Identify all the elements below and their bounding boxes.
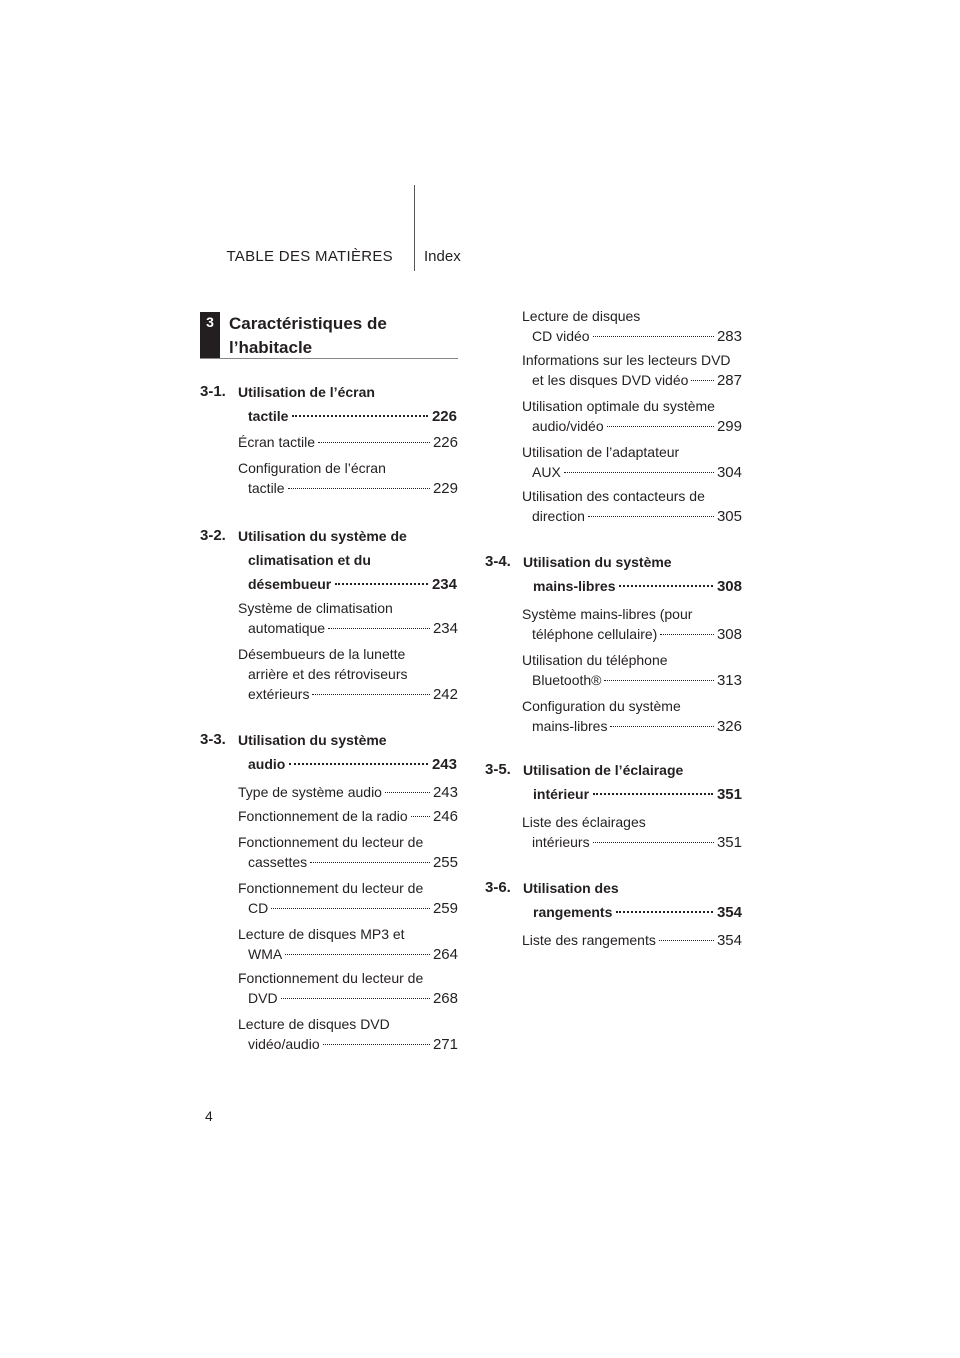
dot-leader	[593, 842, 714, 843]
dot-leader	[285, 954, 430, 955]
toc-entry-page: 242	[432, 686, 458, 703]
chapter-number: 3-2.	[200, 527, 226, 544]
chapter-number: 3-4.	[485, 553, 511, 570]
toc-entry-page: 246	[432, 808, 458, 825]
toc-entry-text: DVD	[248, 990, 278, 1006]
toc-entry-text: Bluetooth®	[532, 672, 602, 688]
toc-entry-page: 234	[432, 620, 458, 637]
toc-entry[interactable]	[522, 306, 742, 347]
dot-leader	[292, 415, 428, 417]
toc-entry-text: tactile	[248, 480, 285, 496]
toc-link[interactable]: TABLE DES MATIÈRES	[226, 248, 393, 265]
page-number: 4	[205, 1108, 213, 1124]
chapter-page: 354	[716, 904, 742, 921]
chapter-title: intérieur	[533, 786, 590, 802]
chapter-heading[interactable]	[200, 728, 458, 776]
toc-entry-text: intérieurs	[532, 834, 590, 850]
toc-entry-text: automatique	[248, 620, 326, 636]
toc-entry[interactable]	[238, 458, 458, 499]
dot-leader	[310, 862, 430, 863]
toc-entry[interactable]	[238, 878, 458, 919]
toc-entry-page: 243	[432, 784, 458, 801]
toc-entry-page: 305	[716, 508, 742, 525]
toc-entry-page: 229	[432, 480, 458, 497]
toc-entry[interactable]	[238, 924, 458, 965]
chapter-number: 3-5.	[485, 761, 511, 778]
dot-leader	[593, 793, 713, 795]
chapter-title: Utilisation du système	[523, 554, 672, 570]
toc-entry-text: Type de système audio	[238, 784, 382, 800]
toc-entry-text: Fonctionnement du lecteur de	[238, 970, 424, 986]
toc-entry-page: 283	[716, 328, 742, 345]
dot-leader	[271, 908, 430, 909]
section-number: 3	[200, 312, 220, 358]
toc-entry-text: Lecture de disques DVD	[238, 1016, 390, 1032]
chapter-heading[interactable]	[485, 550, 743, 598]
toc-entry-text: audio/vidéo	[532, 418, 604, 434]
chapter-title: Utilisation du système de	[238, 528, 407, 544]
dot-leader	[323, 1044, 430, 1045]
toc-entry-text: WMA	[248, 946, 283, 962]
dot-leader	[318, 442, 430, 443]
chapter-page: 351	[716, 786, 742, 803]
toc-entry-page: 351	[716, 834, 742, 851]
toc-entry-text: Lecture de disques	[522, 308, 641, 324]
toc-entry-text: téléphone cellulaire)	[532, 626, 658, 642]
toc-entry[interactable]	[522, 604, 742, 645]
section-title: Caractéristiques de l’habitacle	[229, 314, 387, 357]
toc-entry-page: 354	[716, 932, 742, 949]
toc-entry-text: Fonctionnement de la radio	[238, 808, 408, 824]
chapter-title: rangements	[533, 904, 613, 920]
toc-entry-page: 268	[432, 990, 458, 1007]
toc-entry[interactable]	[522, 930, 742, 951]
dot-leader	[328, 628, 430, 629]
dot-leader	[385, 792, 430, 793]
dot-leader	[604, 680, 713, 681]
dot-leader	[281, 998, 430, 999]
dot-leader	[289, 763, 428, 765]
toc-entry-text: Utilisation optimale du système	[522, 398, 715, 414]
toc-entry[interactable]	[522, 486, 742, 527]
chapter-page: 234	[431, 576, 457, 593]
dot-leader	[288, 488, 430, 489]
toc-entry[interactable]	[238, 1014, 458, 1055]
toc-entry-page: 271	[432, 1036, 458, 1053]
toc-entry-text: mains-libres	[532, 718, 608, 734]
chapter-page: 308	[716, 578, 742, 595]
chapter-title: Utilisation de l’écran	[238, 384, 375, 400]
toc-entry[interactable]	[522, 442, 742, 483]
toc-entry[interactable]	[238, 832, 458, 873]
toc-entry-text: Lecture de disques MP3 et	[238, 926, 405, 942]
toc-entry-page: 304	[716, 464, 742, 481]
chapter-heading[interactable]	[485, 758, 743, 806]
toc-entry-page: 255	[432, 854, 458, 871]
chapter-heading[interactable]	[485, 876, 743, 924]
toc-entry[interactable]	[238, 644, 458, 705]
chapter-title: climatisation et du	[248, 552, 371, 568]
toc-entry-text: et les disques DVD vidéo	[532, 372, 689, 388]
toc-entry-text: Utilisation du téléphone	[522, 652, 668, 668]
chapter-title: tactile	[248, 408, 289, 424]
toc-entry-page: 299	[716, 418, 742, 435]
toc-entry-page: 313	[716, 672, 742, 689]
toc-entry-text: Liste des éclairages	[522, 814, 646, 830]
chapter-title: Utilisation de l’éclairage	[523, 762, 684, 778]
toc-entry-text: Configuration du système	[522, 698, 681, 714]
chapter-number: 3-3.	[200, 731, 226, 748]
chapter-title: audio	[248, 756, 286, 772]
toc-entry-page: 287	[716, 372, 742, 389]
chapter-heading[interactable]	[200, 524, 458, 596]
toc-entry-text: arrière et des rétroviseurs	[248, 666, 408, 682]
toc-entry-page: 264	[432, 946, 458, 963]
toc-entry-text: Système mains-libres (pour	[522, 606, 693, 622]
toc-entry-text: Liste des rangements	[522, 932, 656, 948]
page-header	[0, 245, 960, 275]
dot-leader	[660, 634, 714, 635]
toc-entry-page: 326	[716, 718, 742, 735]
toc-entry-page: 226	[432, 434, 458, 451]
dot-leader	[411, 816, 430, 817]
dot-leader	[564, 472, 714, 473]
dot-leader	[616, 911, 713, 913]
toc-entry-text: AUX	[532, 464, 561, 480]
dot-leader	[335, 583, 428, 585]
header-divider	[414, 185, 415, 271]
toc-entry-text: Configuration de l’écran	[238, 460, 386, 476]
toc-entry-text: Désembueurs de la lunette	[238, 646, 406, 662]
chapter-heading[interactable]	[200, 380, 458, 428]
toc-entry-text: CD vidéo	[532, 328, 590, 344]
toc-entry[interactable]	[522, 396, 742, 437]
toc-entry-text: Informations sur les lecteurs DVD	[522, 352, 731, 368]
dot-leader	[659, 940, 714, 941]
toc-entry-text: Fonctionnement du lecteur de	[238, 880, 424, 896]
index-link[interactable]: Index	[424, 248, 461, 265]
toc-entry[interactable]	[238, 968, 458, 1009]
dot-leader	[619, 585, 712, 587]
chapter-title: mains-libres	[533, 578, 616, 594]
dot-leader	[607, 426, 714, 427]
toc-entry-text: Utilisation des contacteurs de	[522, 488, 705, 504]
toc-entry-text: Écran tactile	[238, 434, 316, 450]
toc-entry[interactable]	[238, 806, 458, 827]
toc-entry[interactable]	[238, 432, 458, 453]
toc-entry-text: vidéo/audio	[248, 1036, 320, 1052]
dot-leader	[691, 380, 714, 381]
chapter-number: 3-6.	[485, 879, 511, 896]
dot-leader	[610, 726, 714, 727]
toc-entry[interactable]	[522, 350, 742, 391]
toc-entry[interactable]	[522, 812, 742, 853]
toc-entry[interactable]	[238, 598, 458, 639]
chapter-title: Utilisation du système	[238, 732, 387, 748]
toc-entry-text: direction	[532, 508, 585, 524]
dot-leader	[588, 516, 714, 517]
chapter-page: 226	[431, 408, 457, 425]
dot-leader	[312, 694, 430, 695]
toc-entry-page: 259	[432, 900, 458, 917]
chapter-title: Utilisation des	[523, 880, 619, 896]
toc-entry[interactable]	[522, 696, 742, 737]
toc-entry-text: extérieurs	[248, 686, 310, 702]
toc-entry-text: Fonctionnement du lecteur de	[238, 834, 424, 850]
chapter-page: 243	[431, 756, 457, 773]
chapter-title: désembueur	[248, 576, 332, 592]
dot-leader	[593, 336, 714, 337]
toc-entry-text: cassettes	[248, 854, 308, 870]
toc-entry[interactable]	[522, 650, 742, 691]
section-heading	[200, 312, 458, 359]
toc-entry-text: CD	[248, 900, 269, 916]
toc-entry-text: Système de climatisation	[238, 600, 393, 616]
toc-entry-text: Utilisation de l’adaptateur	[522, 444, 680, 460]
toc-entry[interactable]	[238, 782, 458, 803]
chapter-number: 3-1.	[200, 383, 226, 400]
toc-entry-page: 308	[716, 626, 742, 643]
